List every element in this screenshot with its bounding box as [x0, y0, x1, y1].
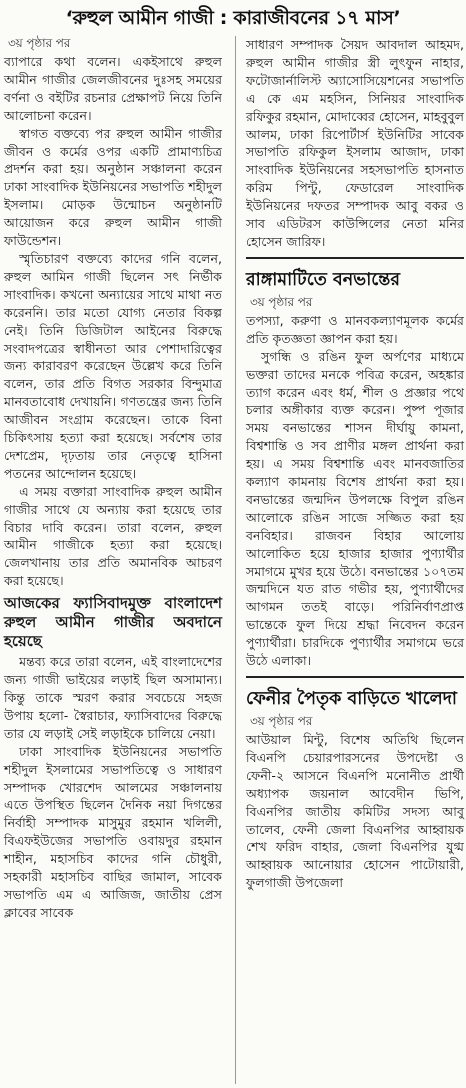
section-headline-rangamati: রাঙ্গামাটিতে বনভান্তের [246, 269, 400, 290]
section-body-feni [246, 731, 464, 892]
paragraph: স্বাগত বক্তব্যে পর রুহুল আমীন গাজীর জীবন ও কর্মের ওপর একটি প্রামাণ্যচিত্র প্রদর্শন করা হয়। অনুষ্ঠান সঞ্চালনা করেন ঢাকা সাংবাদিক ইউনিয়নের সভাপতি শহীদুল ইসলাম। মোড়ক উন্মোচন অনুষ্ঠানটি আয়োজন করে রুহুল আমীন গাজী ফাউন্ডেশন। [4, 125, 222, 249]
left-column [4, 36, 222, 922]
paragraph: ব্যাপারে কথা বলেন। একইসাথে রুহুল আমীন গাজীর জেলজীবনের দুঃসহ সময়ের বর্ণনা ও বইটির রচনার প্রেক্ষাপট নিয়ে তিনি আলোচনা করেন। [4, 54, 222, 123]
pull-quote: আজকের ফ্যাসিবাদমুক্ত বাংলাদেশ রুহুল আমীন গাজীর অবদানে হয়েছে [4, 594, 222, 651]
paragraph: এ সময় বক্তারা সাংবাদিক রুহুল আমীন গাজীর সাথে যে অন্যায় করা হয়েছে তার বিচার দাবি করেন। তারা বলেন, রুহুল আমীন গাজীকে হত্যা করা হয়েছে। জেলখানায় তার প্রতি অমানবিক আচরণ করা হয়েছে। [4, 483, 222, 589]
continuation-note: ৩য় পৃষ্ঠার পর [250, 294, 313, 309]
article-body-continued [246, 36, 464, 251]
paragraph: ঢাকা সাংবাদিক ইউনিয়নের সভাপতি শহীদুল ইসলামের সভাপতিত্বে ও সাধারণ সম্পাদক খোরশেদ আলমের সঞ্চালনায় এতে উপস্থিত ছিলেন দৈনিক নয়া দিগন্তের নির্বাহী সম্পাদক মাসুমুর রহমান খলিলী, বিএফইউজের সভাপতি ওবায়দুর রহমান শাহীন, মহাসচিব কাদের গনি চৌধুরী, সহকারী মহাসচিব বাছির জামাল, সাবেক সভাপতি এম এ আজিজ, জাতীয় প্রেস ক্লাবের সাবেক [4, 743, 222, 920]
paragraph: আউয়াল মিন্টু, বিশেষ অতিথি ছিলেন বিএনপি চেয়ারপারসনের উপদেষ্টা ও ফেনী-২ আসনে বিএনপি মনোনীত প্রার্থী অধ্যাপক জয়নাল আবেদীন ভিপি, বিএনপির জাতীয় কমিটির সদস্য আবু তালেব, ফেনী জেলা বিএনপির আহ্বায়ক শেখ ফরিদ বাহার, জেলা বিএনপির যুগ্ম আহ্বায়ক আনোয়ার হোসেন পাটোয়ারী, ফুলগাজী উপজেলা [246, 732, 464, 891]
top-headline: ‘রুহুল আমীন গাজী : কারাজীবনের ১৭ মাস’ [65, 7, 401, 29]
section-divider [246, 257, 464, 259]
paragraph: সাধারণ সম্পাদক সৈয়দ আবদাল আহমদ, রুহুল আমীন গাজীর স্ত্রী লুৎফুন নাহার, ফটোজার্নালিস্ট অ্যাসোসিয়েশনের সভাপতি এ কে এম মহসিন, সিনিয়র সাংবাদিক রফিকুর রহমান, মোদাব্বের হোসেন, মাহবুবুল আলম, ঢাকা রিপোর্টার্স ইউনিটির সাবেক সভাপতি রফিকুল ইসলাম আজাদ, ঢাকা সাংবাদিক ইউনিয়নের সহসভাপতি হাসনাত করিম পিন্টু, ফেডারেল সাংবাদিক ইউনিয়নের দফতর সম্পাদক আবু বকর ও সাব এডিটরস কাউন্সিলের নেতা মনির হোসেন জারিফ। [246, 37, 464, 249]
paragraph: স্মৃতিচারণ বক্তব্যে কাদের গনি বলেন, রুহুল আমিন গাজী ছিলেন সৎ নির্ভীক সাংবাদিক। কখনো অন্যায়ের সাথে মাথা নত করেননি। তার মতো যোগ্য নেতার বিকল্প নেই। তিনি ডিজিটাল আইনের বিরুদ্ধে সংবাদপত্রের স্বাধীনতা আর পেশাদারিত্বের জন্য কারাবরণ করেছেন উল্লেখ করে তিনি বলেন, তার প্রতি বিগত সরকার বিন্দুমাত্র মানবতাবোধ দেখায়নি। গণতন্ত্রের জন্য তিনি আজীবন সংগ্রাম করেছেন। তাকে বিনা চিকিৎসায় হত্যা করা হয়েছে। সর্বশেষ তার দেশপ্রেম, দৃঢ়তায় তার নেতৃত্বে হাসিনা পতনের আন্দোলন হয়েছে। [4, 250, 222, 481]
section-headline-feni: ফেনীর পৈতৃক বাড়িতে খালেদা [246, 689, 457, 709]
paragraph: মন্তব্য করে তারা বলেন, এই বাংলাদেশের জন্য গাজী ভাইয়ের লড়াই ছিল অসামান্য। কিন্তু তাকে স্মরণ করার সবচেয়ে সহজ উপায় হলো- স্বৈরাচার, ফ্যাসিবাদের বিরুদ্ধে তার যে লড়াই সেই লড়াইকে চালিয়ে নেয়া। [4, 654, 222, 741]
paragraph: সুগন্ধি ও রঙিন ফুল অর্পণের মাধ্যমে ভক্তরা তাদের মনকে পবিত্র করেন, অহঙ্কার ত্যাগ করেন এবং ধর্ম, শীল ও প্রজ্ঞার পথে চলার অঙ্গীকার ব্যক্ত করেন। পুষ্প পূজার সময় বনভান্তের শাসন দীর্ঘায়ু কামনা, বিশ্বশান্তি ও সব প্রাণীর মঙ্গল প্রার্থনা করা হয়। এ সময় বিশ্বশান্তি এবং মানবজাতির কল্যাণ কামনায় বিশেষ প্রার্থনা করা হয়। বনভান্তের জন্মদিন উপলক্ষে বিপুল রঙিন আলোকে রঙিন সাজে সজ্জিত করা হয় বনবিহার। রাজবন বিহার আলোয় আলোকিত হয়ে হাজার হাজার পুণ্যার্থীর সমাগমে মুখর হয়ে উঠে। বনভান্তের ১০৭তম জন্মদিনে যত রাত গভীর হয়, পুণ্যার্থীদের আগমন ততই বাড়ে। পরিনির্বাণপ্রাপ্ত ভান্তেকে ফুল দিয়ে শ্রদ্ধা নিবেদন করেন পুণ্যার্থীরা। চারদিকে পুণ্যার্থীর সমাগমে ভরে উঠে এলাকা। [246, 348, 464, 669]
paragraph: তপস্যা, করুণা ও মানবকল্যাণমূলক কর্মের প্রতি কৃতজ্ঞতা জ্ঞাপন করা হয়। [246, 312, 464, 346]
article-body [4, 53, 222, 922]
continuation-note: ৩য় পৃষ্ঠার পর [8, 36, 71, 50]
section-divider [246, 676, 464, 678]
section-body-rangamati [246, 312, 464, 670]
right-column [246, 36, 464, 892]
column-divider [235, 36, 236, 1084]
continuation-note: ৩য় পৃষ্ঠার পর [250, 714, 313, 728]
